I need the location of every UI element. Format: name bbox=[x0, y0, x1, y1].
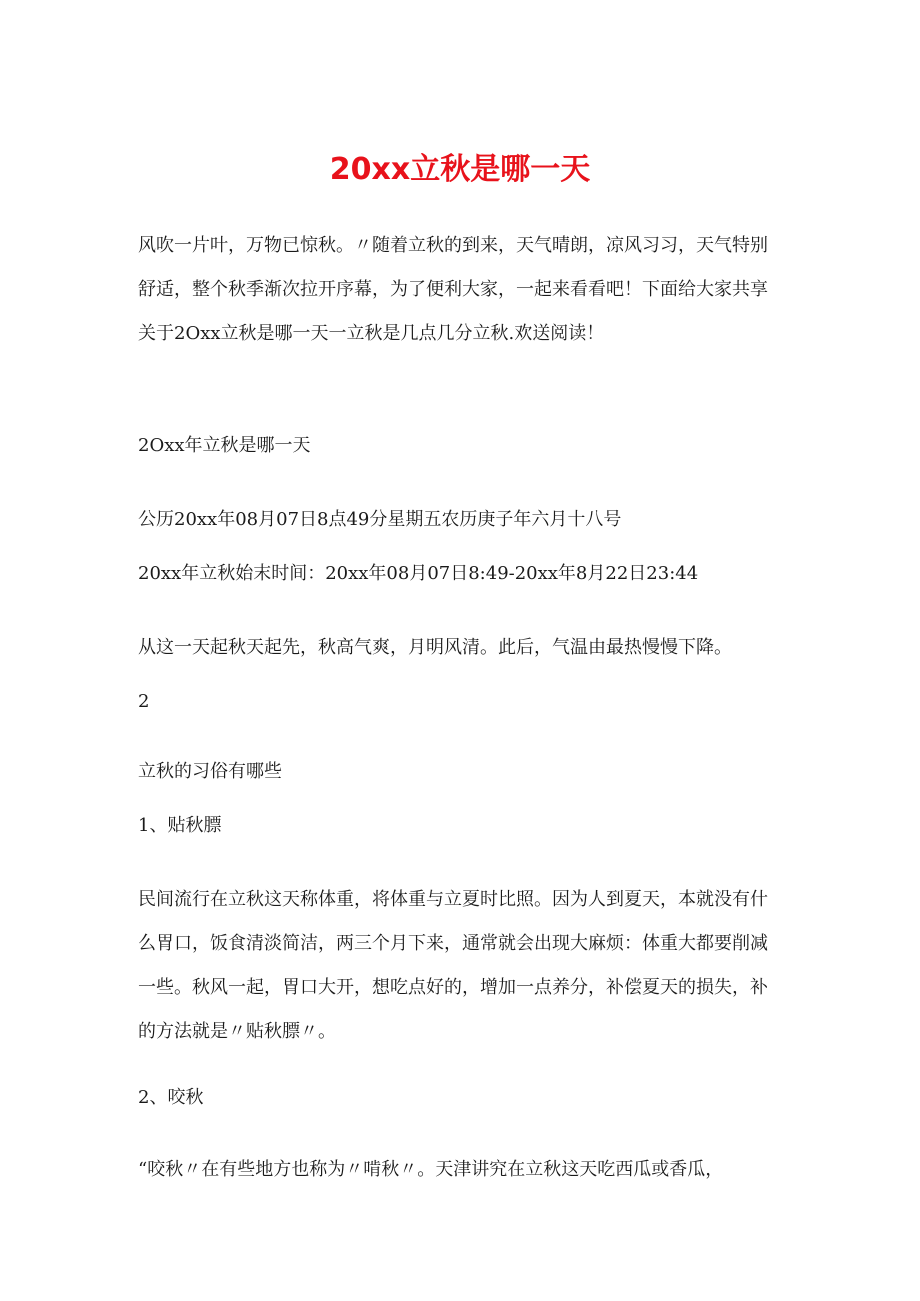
intro-paragraph bbox=[138, 224, 788, 356]
custom1-line: 一些。秋风一起，胃口大开，想吃点好的，增加一点养分，补偿夏天的损失，补 bbox=[138, 977, 768, 998]
intro-line: 关于2Oxx立秋是哪一天一立秋是几点几分立秋.欢送阅读！ bbox=[138, 323, 605, 344]
section1-heading: 2Oxx年立秋是哪一天 bbox=[138, 435, 311, 456]
date-line: 公历20xx年08月07日8点49分星期五农历庚子年六月十八号 bbox=[138, 509, 622, 530]
intro-line: 风吹一片叶，万物已惊秋。〃随着立秋的到来，天气晴朗，凉风习习，天气特别 bbox=[138, 235, 768, 256]
custom2-heading: 2、咬秋 bbox=[138, 1087, 204, 1108]
section2-heading: 立秋的习俗有哪些 bbox=[138, 761, 282, 782]
season-line: 从这一天起秋天起先，秋高气爽，月明风清。此后，气温由最热慢慢下降。 bbox=[138, 637, 732, 658]
custom1-line: 民间流行在立秋这天称体重，将体重与立夏时比照。因为人到夏天，本就没有什 bbox=[138, 889, 768, 910]
custom1-heading: 1、贴秋膘 bbox=[138, 815, 222, 836]
custom1-paragraph bbox=[138, 878, 788, 1054]
custom2-line: “咬秋〃在有些地方也称为〃啃秋〃。天津讲究在立秋这天吃西瓜或香瓜， bbox=[138, 1159, 724, 1180]
page-marker: 2 bbox=[138, 691, 150, 712]
custom1-line: 的方法就是〃贴秋膘〃。 bbox=[138, 1021, 336, 1042]
intro-line: 舒适，整个秋季渐次拉开序幕，为了便利大家，一起来看看吧！下面给大家共享 bbox=[138, 279, 768, 300]
period-line: 20xx年立秋始末时间：20xx年08月07日8:49-20xx年8月22日23:44 bbox=[138, 563, 699, 584]
custom1-line: 么胃口，饭食清淡简洁，两三个月下来，通常就会出现大麻烦：体重大都要削减 bbox=[138, 933, 768, 954]
document-title: 20xx立秋是哪一天 bbox=[329, 152, 591, 187]
